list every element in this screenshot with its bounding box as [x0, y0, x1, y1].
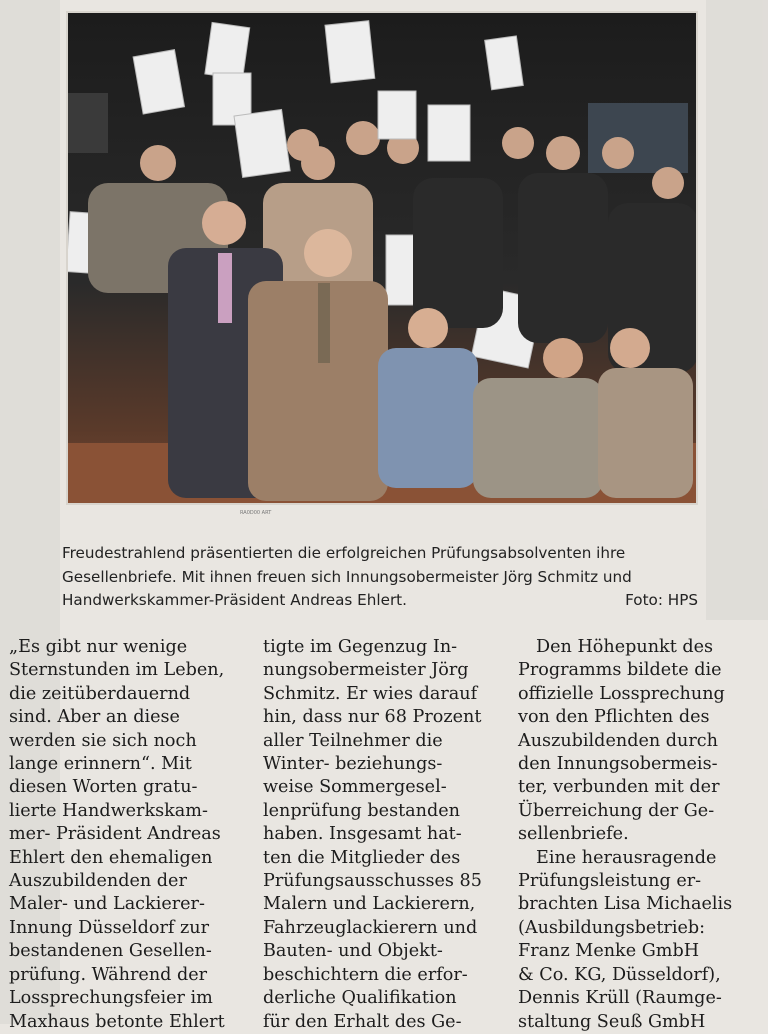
- text-line: Ehlert den ehemaligen: [9, 847, 213, 868]
- text-line: haben. Insgesamt hat-: [263, 824, 462, 845]
- group-photo: [66, 11, 698, 505]
- text-line: sind. Aber an diese: [9, 707, 180, 728]
- article-column-2: [263, 636, 497, 1034]
- text-line: Auszubildenden der: [9, 871, 187, 892]
- text-line: Malern und Lackierern,: [263, 894, 476, 915]
- text-line: Innung Düsseldorf zur: [9, 917, 210, 938]
- photo-credit: Foto: HPS: [625, 591, 698, 609]
- text-line: lange erinnern“. Mit: [9, 754, 192, 775]
- photo-caption: [62, 542, 698, 613]
- text-line: Überreichung der Ge-: [518, 800, 715, 821]
- caption-line: Gesellenbriefe. Mit ihnen freuen sich Innungsobermeister Jörg Schmitz und: [62, 567, 632, 586]
- text-line: Programms bildete die: [518, 660, 722, 681]
- text-line: ter, verbunden mit der: [518, 777, 720, 798]
- article-column-3: [518, 636, 754, 1034]
- text-line: Den Höhepunkt des: [536, 637, 714, 657]
- text-line: staltung Seuß GmbH: [518, 1011, 706, 1032]
- text-line: für den Erhalt des Ge-: [263, 1011, 462, 1032]
- text-line: Prüfungsleistung er-: [518, 871, 702, 892]
- text-line: Maxhaus betonte Ehlert: [9, 1011, 225, 1032]
- text-line: den Innungsobermeis-: [518, 754, 718, 775]
- caption-line: Handwerkskammer-Präsident Andreas Ehlert.: [62, 591, 407, 609]
- text-line: werden sie sich noch: [9, 730, 197, 751]
- group-photo-illustration: [68, 13, 696, 503]
- text-line: lierte Handwerkskam-: [9, 800, 208, 821]
- text-line: Dennis Krüll (Raumge-: [518, 988, 722, 1009]
- caption-last-line: [62, 589, 698, 613]
- text-line: Lossprechungsfeier im: [9, 988, 213, 1009]
- page-margin-right: [706, 0, 768, 620]
- text-line: derliche Qualifikation: [263, 988, 457, 1009]
- text-line: offizielle Lossprechung: [518, 683, 725, 704]
- article-column-1: [9, 636, 241, 1034]
- text-line: tigte im Gegenzug In-: [263, 637, 458, 657]
- text-line: Fahrzeuglackierern und: [263, 917, 478, 938]
- text-line: & Co. KG, Düsseldorf),: [518, 964, 721, 985]
- text-line: Sternstunden im Leben,: [9, 660, 225, 681]
- text-line: Bauten- und Objekt-: [263, 941, 443, 962]
- text-line: brachten Lisa Michaelis: [518, 894, 733, 915]
- text-line: Eine herausragende: [536, 847, 717, 868]
- text-line: Auszubildenden durch: [518, 730, 718, 751]
- stage-screen: [588, 103, 688, 173]
- text-line: Schmitz. Er wies darauf: [263, 683, 478, 704]
- text-line: beschichtern die erfor-: [263, 964, 468, 985]
- text-line: die zeitüberdauernd: [9, 683, 191, 704]
- text-line: hin, dass nur 68 Prozent: [263, 707, 482, 728]
- text-line: ten die Mitglieder des: [263, 847, 461, 868]
- text-line: aller Teilnehmer die: [263, 730, 443, 751]
- photo-archive-mark: RA0D00 ART: [240, 510, 272, 516]
- text-line: von den Pflichten des: [518, 707, 710, 728]
- text-line: mer- Präsident Andreas: [9, 824, 221, 845]
- text-line: (Ausbildungsbetrieb:: [518, 917, 706, 938]
- text-line: Winter- beziehungs-: [263, 754, 443, 775]
- text-line: bestandenen Gesellen-: [9, 941, 212, 962]
- text-line: Franz Menke GmbH: [518, 941, 700, 962]
- caption-line: Freudestrahlend präsentierten die erfolgreichen Prüfungsabsolventen ihre: [62, 544, 626, 562]
- text-line: Maler- und Lackierer-: [9, 894, 205, 915]
- text-line: nungsobermeister Jörg: [263, 660, 469, 681]
- text-line: weise Sommergesel-: [263, 777, 447, 798]
- text-line: diesen Worten gratu-: [9, 777, 198, 798]
- text-line: sellenbriefe.: [518, 824, 629, 845]
- text-line: „Es gibt nur wenige: [9, 637, 188, 657]
- text-line: lenprüfung bestanden: [263, 800, 461, 821]
- text-line: Prüfungsausschusses 85: [263, 871, 482, 892]
- text-line: prüfung. Während der: [9, 964, 208, 985]
